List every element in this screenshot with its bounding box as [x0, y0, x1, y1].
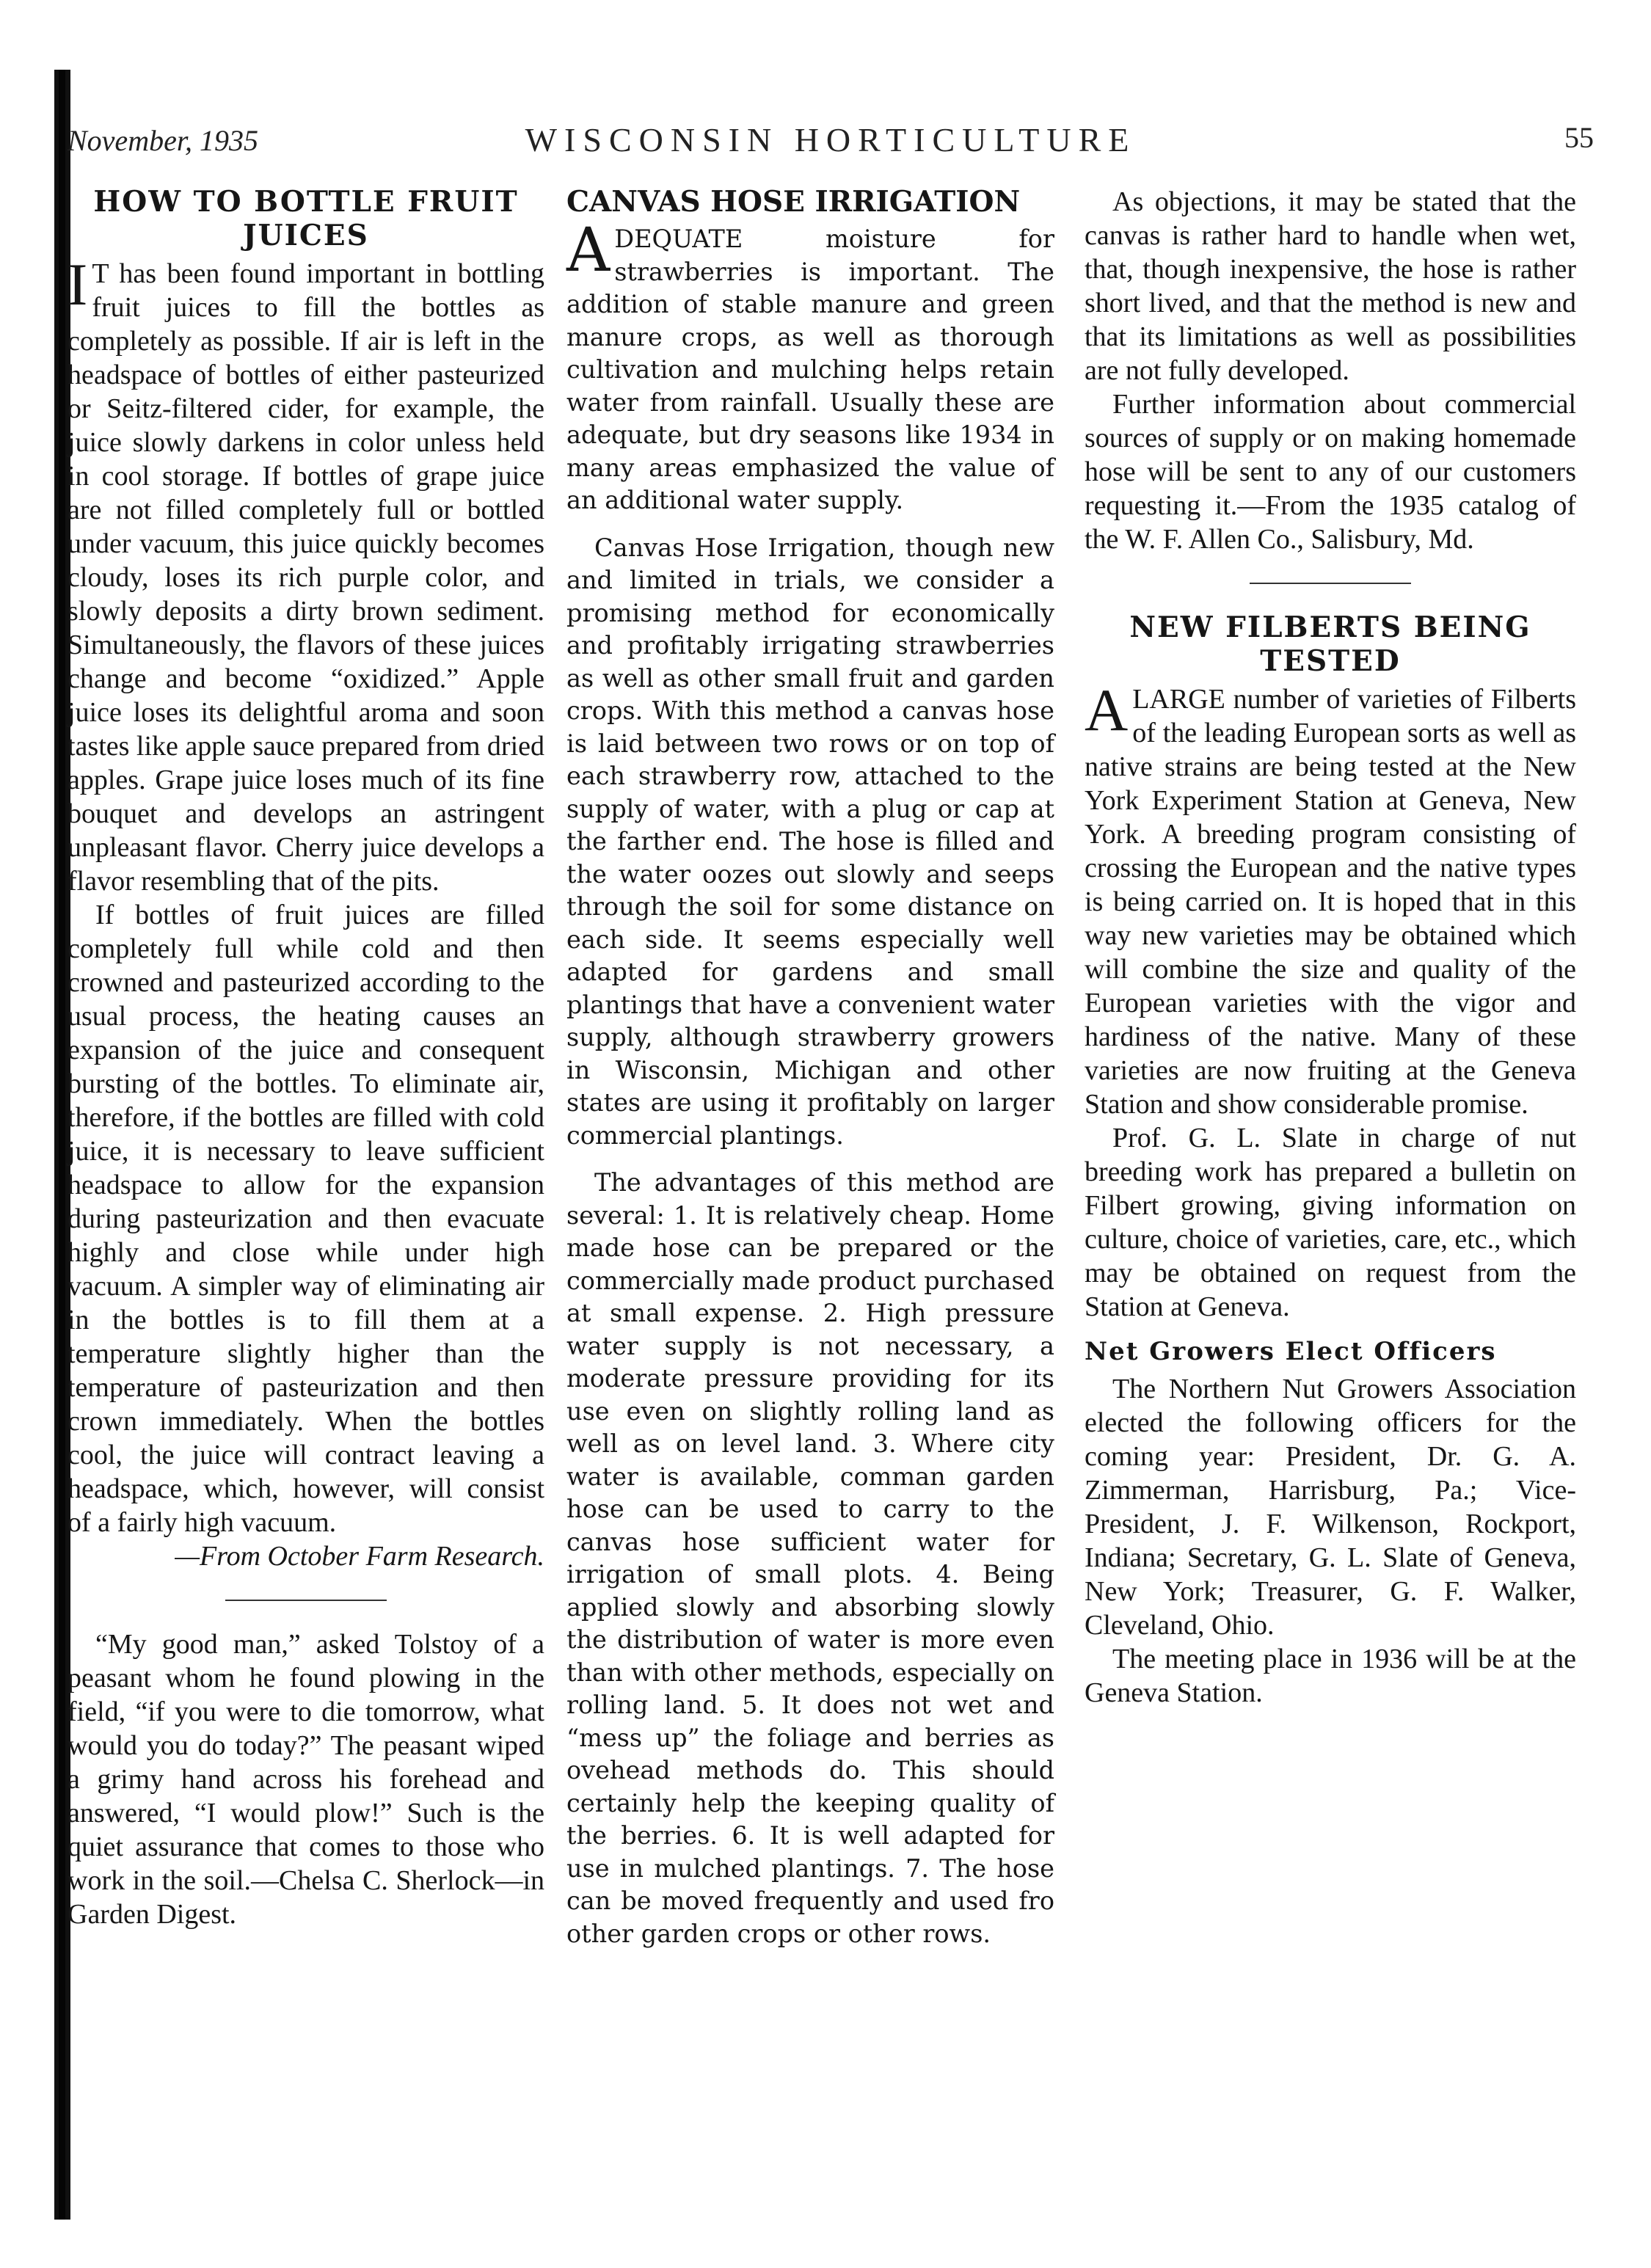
article-source: —From October Farm Research.	[175, 1541, 544, 1572]
column-middle	[566, 185, 1054, 1950]
paragraph-text: LARGE number of varieties of Filberts of the leading European sorts as well as native strains are being tested at the New York Experiment Station at Geneva, New York. A breeding program consisting of crossing the European and the native types is being carried on. It is hoped that in this way new varieties may be obtained which will combine the size and quality of the European varieties with the vigor and hardiness of the native. Many of these varieties are now fruiting at the Geneva Station and show considerable promise.	[1085, 684, 1576, 1120]
paragraph-text: DEQUATE moisture for strawberries is important. The addition of stable manure and green manure crops, as well as thorough cultivation and mulching helps retain water from rainfall. Usually these are adequate, but dry seasons like 1934 in many areas emphasized the value of an additional water supply.	[566, 225, 1054, 514]
article-paragraph: The Northern Nut Growers Association elected the following officers for the coming year: President, Dr. G. A. Zimmerman, Harrisburg, Pa.; Vice-President, J. F. Wilkenson, Rockport, Indiana; Secretary, G. L. Slate of Geneva, New York; Treasurer, G. F. Walker, Cleveland, Ohio.	[1085, 1374, 1576, 1641]
article-paragraph: Prof. G. L. Slate in charge of nut breeding work has prepared a bulletin on Filbert growing, giving information on culture, choice of varieties, care, etc., which may be obtained on request from the Station at Geneva.	[1085, 1123, 1576, 1322]
drop-cap: A	[566, 216, 611, 285]
article-paragraph	[566, 216, 1054, 517]
article-paragraph	[1085, 677, 1576, 1121]
article-paragraph	[68, 251, 544, 898]
page-header	[68, 117, 1594, 176]
paragraph-gap	[566, 517, 1054, 532]
article-paragraph: Canvas Hose Irrigation, though new and limited in trials, we consider a promising method for economically and profitably irrigating strawberries as well as other small fruit and garden crops. With this method a canvas hose is laid between two rows or on top of each strawberry row, attached to the supply of water, with a plug or cap at the farther end. The hose is filled and the water oozes out slowly and seeps through the soil for some distance on each side. It seems especially well adapted for gardens and small plantings that have a convenient water supply, although strawberry growers in Wisconsin, Michigan and other states are using it profitably on larger commercial plantings.	[566, 533, 1054, 1150]
article-paragraph: The advantages of this method are several: 1. It is relatively cheap. Home made hose can be prepared or the commercially made product purchased at small expense. 2. High pressure water supply is not necessary, a moderate pressure providing for its use even on slightly rolling land as well as on level land. 3. Where city water is available, comman garden hose can be used to carry to the canvas hose sufficient water for irrigation of small plots. 4. Being applied slowly and absorbing slowly the distribution of water is more even than with other methods, especially on rolling land. 5. It does not wet and “mess up” the foliage and berries as ovehead methods do. This should certainly help the keeping quality of the berries. 6. It is well adapted for use in mulched plantings. 7. The hose can be moved frequently and used fro other garden crops or other rows.	[566, 1168, 1054, 1948]
paragraph-text: T has been found important in bottling fruit juices to fill the bottles as completely as possible. If air is left in the headspace of bottles of either pasteurized or Seitz-filtered cider, for example, the juice slowly darkens in color unless held in cool storage. If bottles of grape juice are not filled completely full or bottled under vacuum, this juice quickly becomes cloudy, loses its rich purple color, and slowly deposits a dirty brown sediment. Simultaneously, the flavors of these juices change and become “oxidized.” Apple juice loses its delightful aroma and soon tastes like apple sauce prepared from dried apples. Grape juice loses much of its fine bouquet and develops an astringent unpleasant flavor. Cherry juice develops a flavor resembling that of the pits.	[68, 258, 544, 897]
article-paragraph: As objections, it may be stated that the canvas is rather hard to handle when wet, that, though inexpensive, the hose is rather short lived, and that the method is new and that its limitations as well as possibilities are not fully developed.	[1085, 186, 1576, 386]
page-binding-shadow	[59, 70, 65, 2220]
section-divider	[1250, 583, 1411, 584]
article-title-fruit-juices: HOW TO BOTTLE FRUIT JUICES	[93, 185, 519, 252]
article-paragraph: Further information about commercial sources of supply or on making homemade hose will be sent to any of our customers requesting it.—From the 1935 catalog of the W. F. Allen Co., Salisbury, Md.	[1085, 389, 1576, 555]
page-number: 55	[1564, 121, 1594, 154]
drop-cap: I	[68, 251, 88, 318]
column-left	[68, 185, 544, 1931]
column-right	[1085, 185, 1576, 1710]
issue-date: November, 1935	[68, 124, 258, 157]
section-divider	[225, 1600, 387, 1601]
paragraph-gap	[566, 1152, 1054, 1167]
article-title-canvas-hose: CANVAS HOSE IRRIGATION	[566, 185, 1021, 219]
drop-cap: A	[1085, 677, 1129, 743]
article-title-nut-growers: Net Growers Elect Officers	[1085, 1337, 1497, 1366]
article-paragraph: If bottles of fruit juices are filled completely full while cold and then crowned and pasteurized according to the usual process, the heating causes an expansion of the juice and consequent bursting of the bottles. To eliminate air, therefore, if the bottles are filled with cold juice, it is necessary to leave sufficient headspace to allow for the expansion during pasteurization and then evacuate highly and close while under high vacuum. A simpler way of eliminating air in the bottles is to fill them at a temperature slightly higher than the temperature of pasteurization and then crown immediately. When the bottles cool, the juice will contract leaving a headspace, which, however, will consist of a fairly high vacuum.	[68, 900, 544, 1538]
article-paragraph: The meeting place in 1936 will be at the Geneva Station.	[1085, 1644, 1576, 1708]
tolstoy-quote: “My good man,” asked Tolstoy of a peasant whom he found plowing in the field, “if you were to die tomorrow, what would you do today?” The peasant wiped a grimy hand across his forehead and answered, “I would plow!” Such is the quiet assurance that comes to those who work in the soil.—Chelsa C. Sherlock—in Garden Digest.	[68, 1629, 544, 1930]
journal-title: WISCONSIN HORTICULTURE	[525, 121, 1137, 158]
article-title-filberts: NEW FILBERTS BEING TESTED	[1129, 610, 1531, 678]
